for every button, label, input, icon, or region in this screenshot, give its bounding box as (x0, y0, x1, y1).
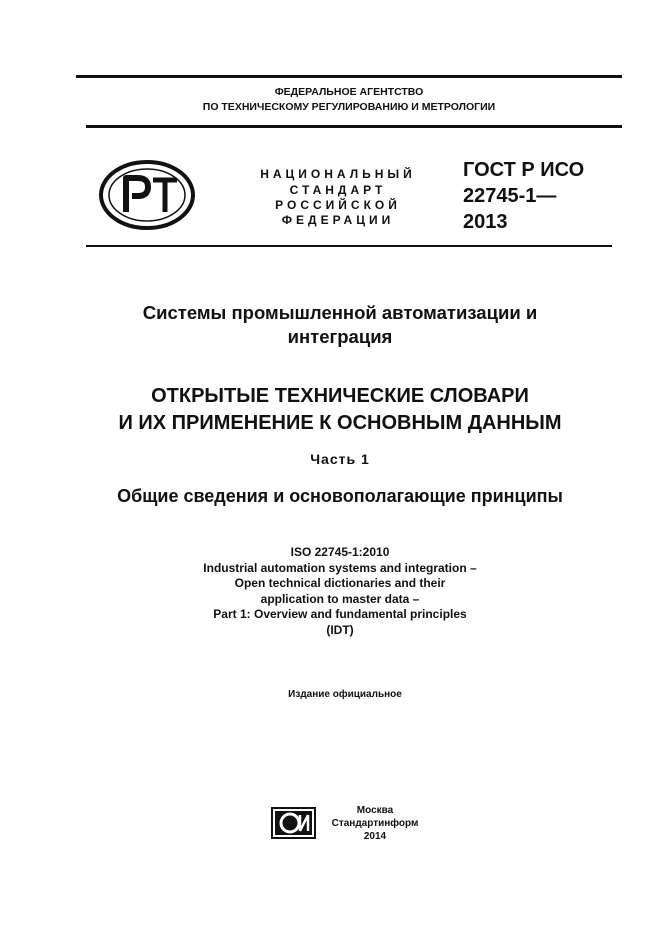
iso-line-6: (IDT) (326, 623, 354, 637)
designation-line-2: 22745-1— (463, 185, 557, 207)
top-rule (76, 75, 622, 78)
publisher-city: Москва (356, 805, 394, 816)
standartinform-logo-icon (271, 807, 316, 839)
standard-rule (86, 245, 612, 247)
agency-line-2: ПО ТЕХНИЧЕСКОМУ РЕГУЛИРОВАНИЮ И МЕТРОЛОГИИ (202, 101, 496, 113)
designation-line-1: ГОСТ Р ИСО (463, 159, 585, 181)
subtitle-line-1: Системы промышленной автоматизации и (142, 302, 538, 323)
part-label: Часть 1 (310, 451, 370, 467)
standard-line-4: ФЕДЕРАЦИИ (281, 213, 395, 227)
iso-line-3: Open technical dictionaries and their (234, 576, 446, 590)
iso-line-5: Part 1: Overview and fundamental principles (213, 607, 467, 621)
designation-line-3: 2013 (463, 211, 508, 233)
part-title: Общие сведения и основополагающие принципы (117, 486, 563, 506)
header-rule (86, 125, 622, 128)
subtitle-line-2: интеграция (287, 326, 393, 347)
publisher-name: Стандартинформ (331, 818, 419, 829)
standard-line-1: НАЦИОНАЛЬНЫЙ (260, 167, 416, 181)
publisher-year: 2014 (363, 831, 387, 842)
standard-line-3: РОССИЙСКОЙ (275, 198, 401, 212)
gost-r-logo-icon (98, 160, 196, 230)
standard-line-2: СТАНДАРТ (289, 183, 387, 197)
iso-line-2: Industrial automation systems and integration – (203, 561, 477, 575)
iso-line-4: application to master data – (260, 592, 420, 606)
edition-label: Издание официальное (288, 689, 402, 700)
title-line-1: ОТКРЫТЫЕ ТЕХНИЧЕСКИЕ СЛОВАРИ (151, 385, 529, 407)
agency-line-1: ФЕДЕРАЛЬНОЕ АГЕНТСТВО (274, 86, 424, 98)
iso-line-1: ISO 22745-1:2010 (290, 545, 390, 559)
title-line-2: И ИХ ПРИМЕНЕНИЕ К ОСНОВНЫМ ДАННЫМ (118, 412, 562, 434)
